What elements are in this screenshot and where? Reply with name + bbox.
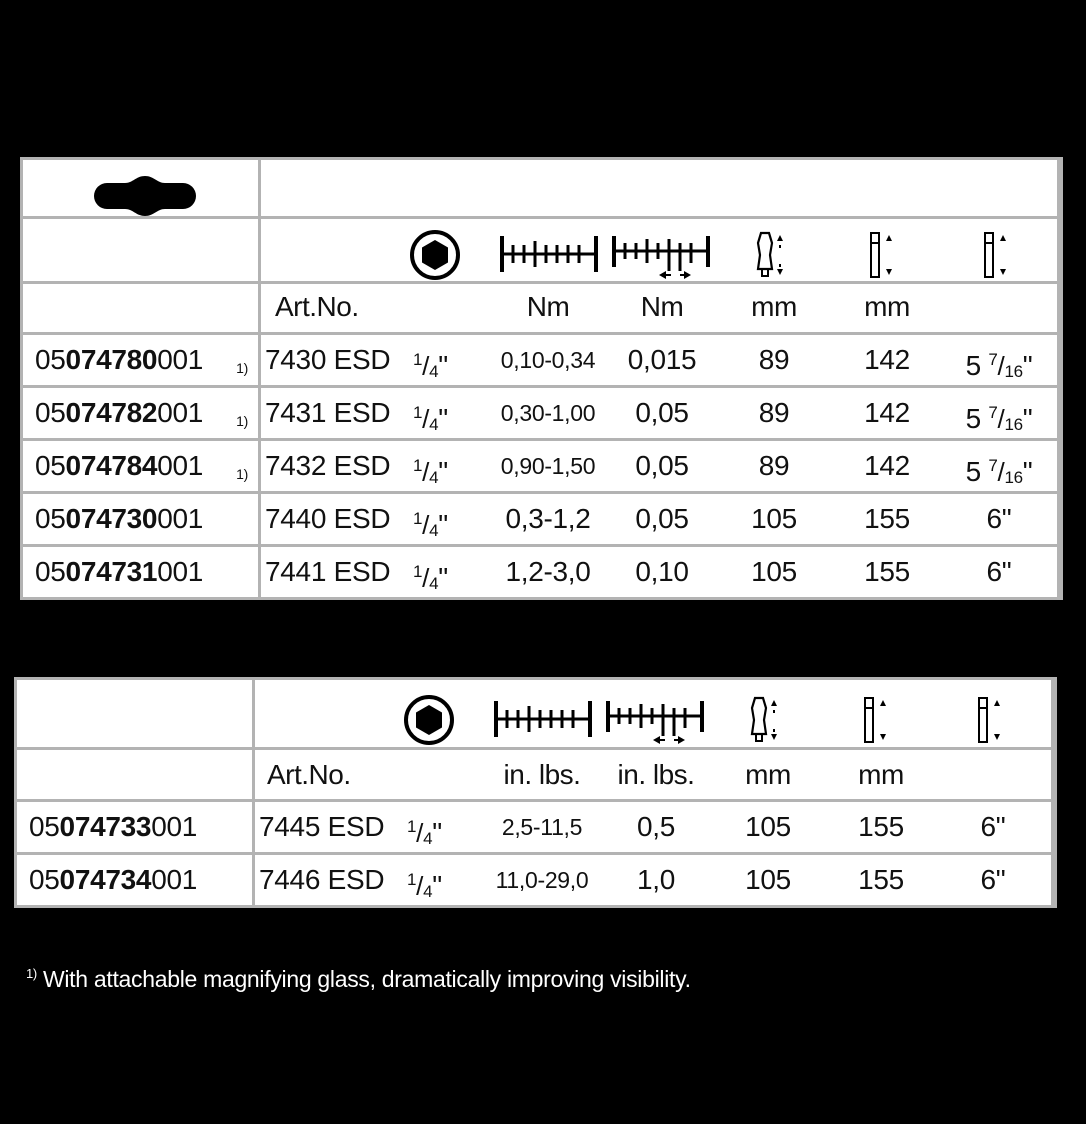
art-no-header: Art.No. (267, 759, 351, 790)
footnote-text: With attachable magnifying glass, dramatically improving visibility. (42, 966, 691, 992)
hex-drive-icon (403, 694, 455, 746)
total-length-icon (867, 231, 897, 281)
table-row: 7430 ESD $^1/_4$" 0,10-0,34 0,015 89 142 5 $^7/_{16}$" (261, 335, 1057, 385)
torque-increment-scale-icon (611, 231, 711, 281)
drive-size: $^1/_4$" (413, 350, 448, 381)
unit-header-range: in. lbs. (503, 759, 581, 790)
unit-header-handle: mm (745, 759, 791, 790)
table-row: 7440 ESD $^1/_4$" 0,3-1,2 0,05 105 155 6" (261, 494, 1057, 544)
footnote-ref: 1) (236, 360, 248, 376)
drive-size: $^1/_4$" (413, 562, 448, 593)
footnote (26, 966, 691, 993)
drive-size: $^1/_4$" (413, 403, 448, 434)
brand-logo-icon (93, 174, 197, 218)
handle-length-icon (745, 696, 781, 746)
unit-header-handle: mm (751, 291, 797, 322)
table-row-code: 05074734001 (17, 855, 252, 905)
header-cell (261, 219, 1057, 332)
drive-size: $^1/_4$" (413, 509, 448, 540)
table-row-code: 05074730001 (23, 494, 258, 544)
torque-increment-scale-icon (605, 696, 705, 746)
unit-header-step: Nm (640, 291, 684, 322)
torque-table-metric (20, 157, 1063, 600)
torque-range-scale-icon (493, 696, 593, 742)
footnote-mark: 1) (26, 966, 37, 981)
inch-length: 5 $^7/_{16}$" (965, 456, 1033, 487)
total-length-inch-icon (981, 231, 1011, 281)
footnote-ref: 1) (236, 413, 248, 429)
torque-table-imperial (14, 677, 1057, 908)
table-row-code: 05074784001 1) (23, 441, 258, 491)
table-row: 7432 ESD $^1/_4$" 0,90-1,50 0,05 89 142 5 $^7/_{16}$" (261, 441, 1057, 491)
header-left-cell (23, 219, 258, 332)
table-row-code: 05074731001 (23, 547, 258, 597)
table-row-code: 05074780001 1) (23, 335, 258, 385)
table-row-code: 05074782001 1) (23, 388, 258, 438)
handle-length-icon (751, 231, 787, 281)
unit-header-step: in. lbs. (617, 759, 695, 790)
drive-size: $^1/_4$" (407, 870, 442, 901)
unit-header-range: Nm (526, 291, 570, 322)
drive-size: $^1/_4$" (407, 817, 442, 848)
torque-range-scale-icon (499, 231, 599, 277)
header-left-cell (17, 680, 252, 799)
footnote-ref: 1) (236, 466, 248, 482)
art-no-header: Art.No. (275, 291, 359, 322)
total-length-inch-icon (975, 696, 1005, 746)
logo-cell (23, 160, 258, 216)
unit-header-length: mm (864, 291, 910, 322)
table-row: 7446 ESD $^1/_4$" 11,0-29,0 1,0 105 155 6" (255, 855, 1051, 905)
inch-length: 5 $^7/_{16}$" (965, 350, 1033, 381)
table-row: 7441 ESD $^1/_4$" 1,2-3,0 0,10 105 155 6" (261, 547, 1057, 597)
drive-size: $^1/_4$" (413, 456, 448, 487)
total-length-icon (861, 696, 891, 746)
header-cell (255, 680, 1051, 799)
logo-row-blank (261, 160, 1057, 216)
table-row: 7445 ESD $^1/_4$" 2,5-11,5 0,5 105 155 6" (255, 802, 1051, 852)
unit-header-length: mm (858, 759, 904, 790)
table-row-code: 05074733001 (17, 802, 252, 852)
table-row: 7431 ESD $^1/_4$" 0,30-1,00 0,05 89 142 5 $^7/_{16}$" (261, 388, 1057, 438)
hex-drive-icon (409, 229, 461, 281)
inch-length: 5 $^7/_{16}$" (965, 403, 1033, 434)
